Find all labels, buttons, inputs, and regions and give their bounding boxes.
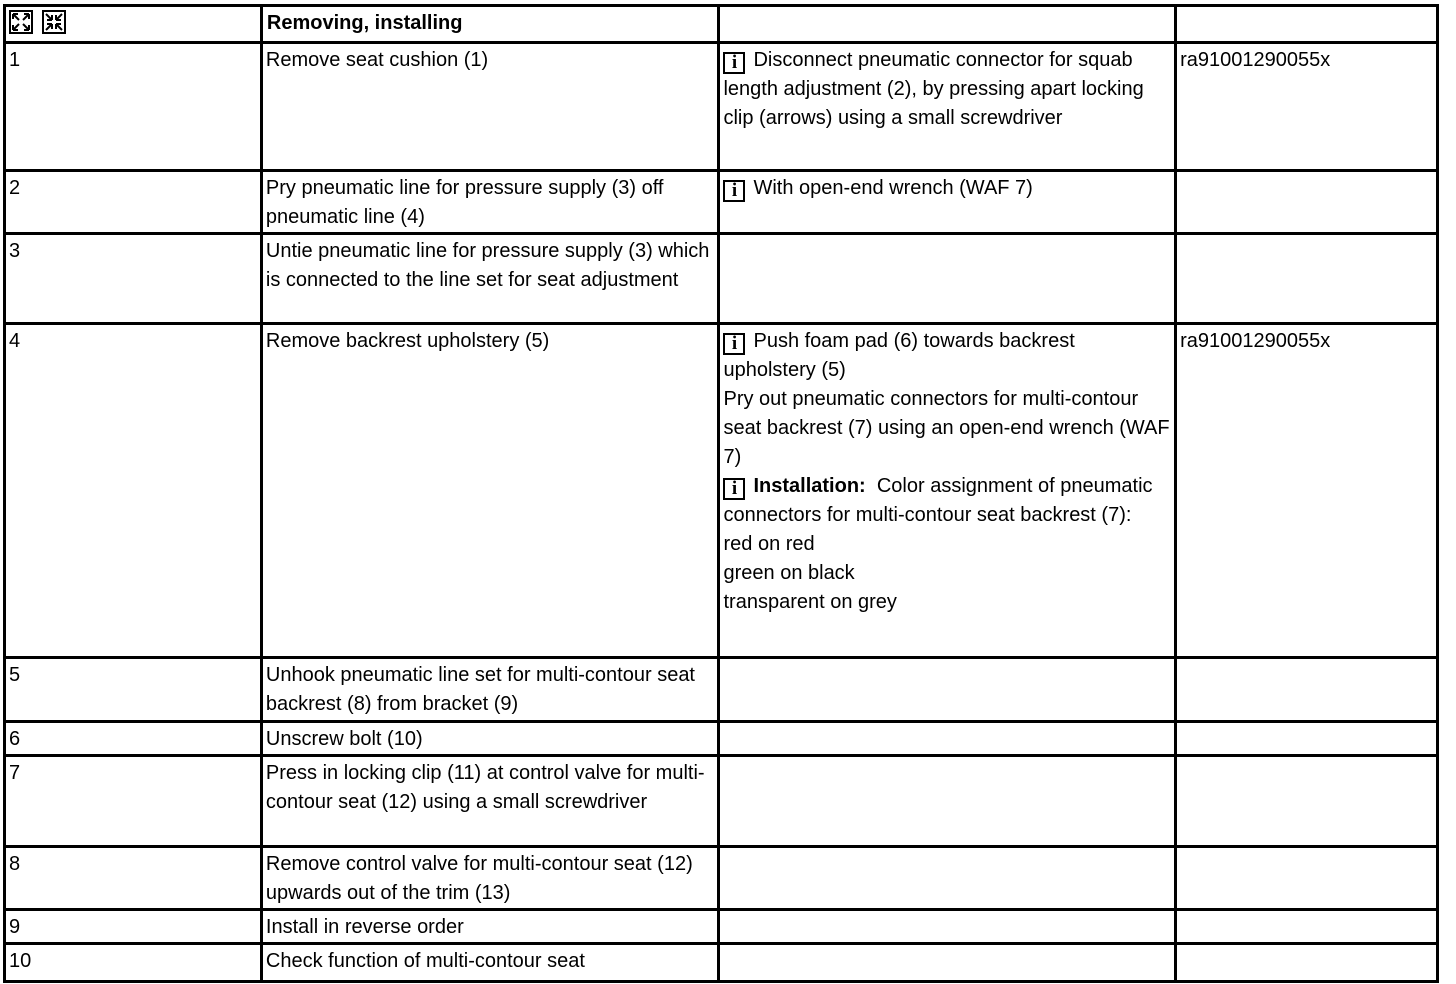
- step-number: 10: [5, 944, 262, 982]
- step-number: 9: [5, 910, 262, 944]
- info-icon[interactable]: i: [723, 478, 745, 500]
- procedure-table-body: [5, 6, 1438, 982]
- graphic-reference: [1176, 944, 1438, 982]
- note-line: [723, 588, 1171, 617]
- note-line: [723, 174, 1171, 203]
- table-row: [5, 722, 1438, 756]
- graphic-reference: [1176, 171, 1438, 234]
- note-text: With open-end wrench (WAF 7): [753, 177, 1033, 199]
- table-row: [5, 756, 1438, 847]
- step-number: 8: [5, 847, 262, 910]
- table-header-row: [5, 6, 1438, 43]
- info-icon[interactable]: i: [723, 52, 745, 74]
- step-number: 4: [5, 324, 262, 658]
- step-notes: [719, 234, 1176, 324]
- info-icon[interactable]: i: [723, 180, 745, 202]
- step-text: Unhook pneumatic line set for multi-contour seat backrest (8) from bracket (9): [261, 658, 719, 722]
- step-notes: [719, 944, 1176, 982]
- note-text: transparent on grey: [723, 591, 897, 613]
- step-text: Remove seat cushion (1): [261, 43, 719, 171]
- note-emphasis: Installation:: [753, 475, 866, 497]
- step-notes: [719, 324, 1176, 658]
- graphic-reference: [1176, 756, 1438, 847]
- expand-all-icon[interactable]: [9, 10, 33, 34]
- note-text: Push foam pad (6) towards backrest upholstery (5): [723, 330, 1075, 381]
- note-text: Pry out pneumatic connectors for multi-contour seat backrest (7) using an open-end wrench (WAF 7): [723, 388, 1170, 468]
- step-text: Remove control valve for multi-contour seat (12) upwards out of the trim (13): [261, 847, 719, 910]
- graphic-reference[interactable]: ra91001290055x: [1176, 324, 1438, 658]
- table-row: [5, 847, 1438, 910]
- collapse-all-icon[interactable]: [42, 10, 66, 34]
- note-line: [723, 385, 1171, 472]
- graphic-reference: [1176, 910, 1438, 944]
- step-text: Unscrew bolt (10): [261, 722, 719, 756]
- step-notes: [719, 756, 1176, 847]
- note-text: Color assignment of pneumatic connectors for multi-contour seat backrest (7):: [723, 475, 1153, 526]
- note-text: green on black: [723, 562, 855, 584]
- table-row: [5, 324, 1438, 658]
- step-notes: [719, 910, 1176, 944]
- step-notes: [719, 658, 1176, 722]
- graphic-reference: [1176, 847, 1438, 910]
- step-text: Remove backrest upholstery (5): [261, 324, 719, 658]
- table-row: [5, 910, 1438, 944]
- graphic-reference[interactable]: ra91001290055x: [1176, 43, 1438, 171]
- note-line: [723, 472, 1171, 530]
- header-ref-cell: [1176, 6, 1438, 43]
- table-row: [5, 43, 1438, 171]
- step-number: 5: [5, 658, 262, 722]
- table-row: [5, 171, 1438, 234]
- table-row: [5, 658, 1438, 722]
- table-row: [5, 944, 1438, 982]
- step-number: 1: [5, 43, 262, 171]
- note-line: [723, 327, 1171, 385]
- note-line: [723, 530, 1171, 559]
- step-notes: [719, 171, 1176, 234]
- step-notes: [719, 43, 1176, 171]
- procedure-table: [3, 4, 1439, 983]
- step-notes: [719, 722, 1176, 756]
- step-text: Untie pneumatic line for pressure supply (3) which is connected to the line set for seat adjustment: [261, 234, 719, 324]
- note-line: [723, 559, 1171, 588]
- step-notes: [719, 847, 1176, 910]
- step-text: Install in reverse order: [261, 910, 719, 944]
- note-line: [723, 46, 1171, 133]
- step-text: Pry pneumatic line for pressure supply (3) off pneumatic line (4): [261, 171, 719, 234]
- step-text: Press in locking clip (11) at control valve for multi-contour seat (12) using a small screwdriver: [261, 756, 719, 847]
- step-text: Check function of multi-contour seat: [261, 944, 719, 982]
- header-notes-cell: [719, 6, 1176, 43]
- graphic-reference: [1176, 658, 1438, 722]
- step-number: 7: [5, 756, 262, 847]
- step-number: 6: [5, 722, 262, 756]
- note-text: red on red: [723, 533, 815, 555]
- info-icon[interactable]: i: [723, 333, 745, 355]
- graphic-reference: [1176, 722, 1438, 756]
- table-row: [5, 234, 1438, 324]
- note-text: Disconnect pneumatic connector for squab length adjustment (2), by pressing apart locking clip (arrows) using a small screwdriver: [723, 49, 1144, 129]
- section-title: Removing, installing: [261, 6, 719, 43]
- header-controls-cell: [5, 6, 262, 43]
- step-number: 2: [5, 171, 262, 234]
- step-number: 3: [5, 234, 262, 324]
- graphic-reference: [1176, 234, 1438, 324]
